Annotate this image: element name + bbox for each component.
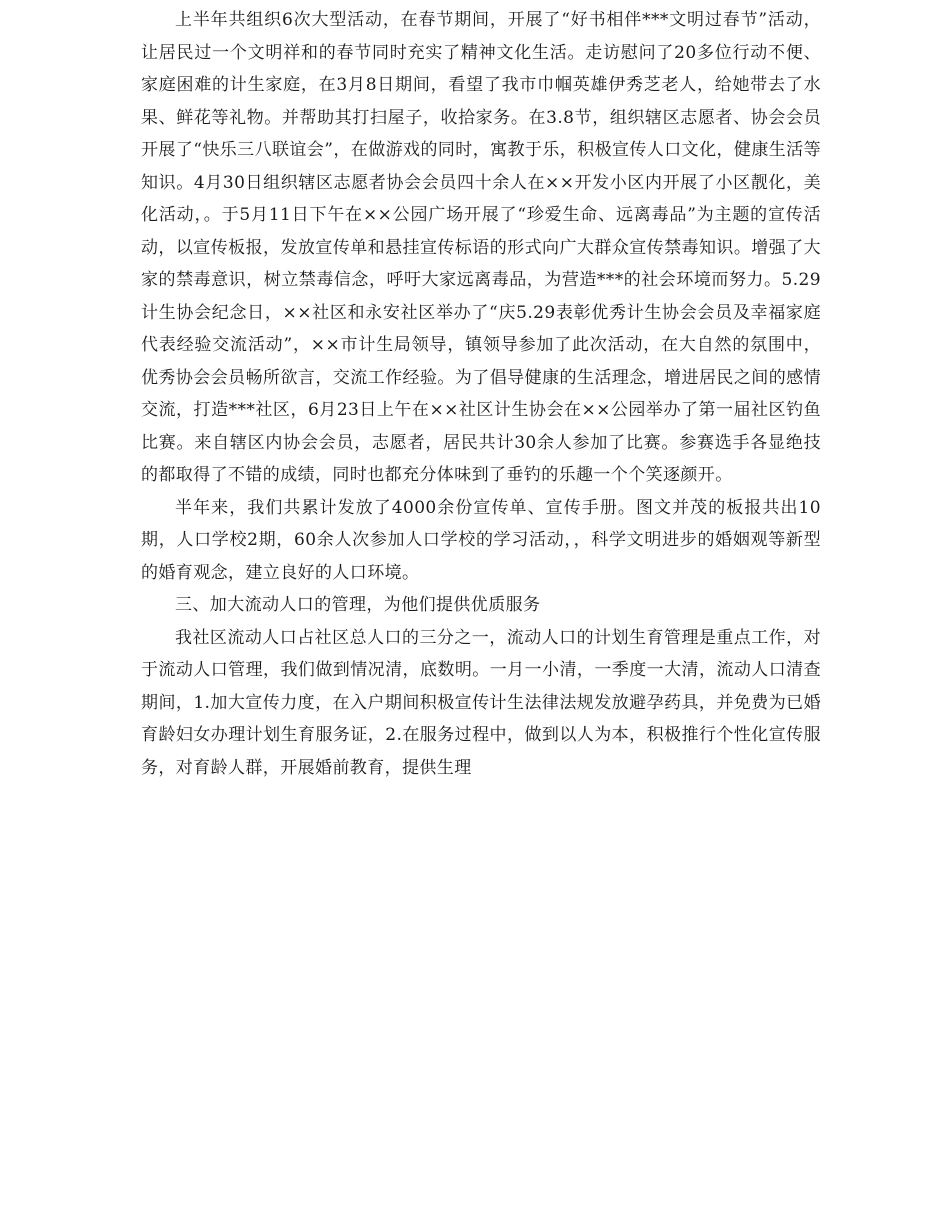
section-heading: 三、加大流动人口的管理，为他们提供优质服务 (175, 595, 541, 615)
paragraph-activities: 上半年共组织6次大型活动，在春节期间，开展了“好书相伴***文明过春节”活动，让居民过一个文明祥和的春节同时充实了精神文化生活。走访慰问了20多位行动不便、家庭困难的计生家庭，在3月8日期间，看望了我市巾帼英雄伊秀芝老人，给她带去了水果、鲜花等礼物。并帮助其打扫屋子，收拾家务。在3.8节，组织辖区志愿者、协会会员开展了“快乐三八联谊会”，在做游戏的同时，寓教于乐，积极宣传人口文化，健康生活等知识。4月30日组织辖区志愿者协会会员四十余人在××开发小区内开展了小区靓化，美化活动，。于5月11日下午在××公园广场开展了“珍爱生命、远离毒品”为主题的宣传活动，以宣传板报，发放宣传单和悬挂宣传标语的形式向广大群众宣传禁毒知识。增强了大家的禁毒意识，树立禁毒信念，呼吁大家远离毒品，为营造***的社会环境而努力。5.29计生协会纪念日，××社区和永安社区举办了“庆5.29表彰优秀计生协会会员及幸福家庭代表经验交流活动”，××市计生局领导，镇领导参加了此次活动，在大自然的氛围中，优秀协会会员畅所欲言，交流工作经验。为了倡导健康的生活理念，增进居民之间的感情交流，打造***社区，6月23日上午在××社区计生协会在××公园举办了第一届社区钓鱼比赛。来自辖区内协会会员，志愿者，居民共计30余人参加了比赛。参赛选手各显绝技的都取得了不错的成绩，同时也都充分体味到了垂钓的乐趣一个个笑逐颜开。 (141, 10, 821, 485)
paragraph-publicity-summary: 半年来，我们共累计发放了4000余份宣传单、宣传手册。图文并茂的板报共出10期，人口学校2期，60余人次参加人口学校的学习活动，，科学文明进步的婚姻观等新型的婚育观念，建立良好的人口环境。 (141, 497, 821, 583)
document-body (141, 4, 821, 784)
paragraph-floating-population: 我社区流动人口占社区总人口的三分之一，流动人口的计划生育管理是重点工作，对于流动人口管理，我们做到情况清，底数明。一月一小清，一季度一大清，流动人口清查期间，1.加大宣传力度，在入户期间积极宣传计生法律法规发放避孕药具，并免费为已婚育龄妇女办理计划生育服务证，2.在服务过程中，做到以人为本，积极推行个性化宣传服务，对育龄人群，开展婚前教育，提供生理 (141, 627, 821, 778)
